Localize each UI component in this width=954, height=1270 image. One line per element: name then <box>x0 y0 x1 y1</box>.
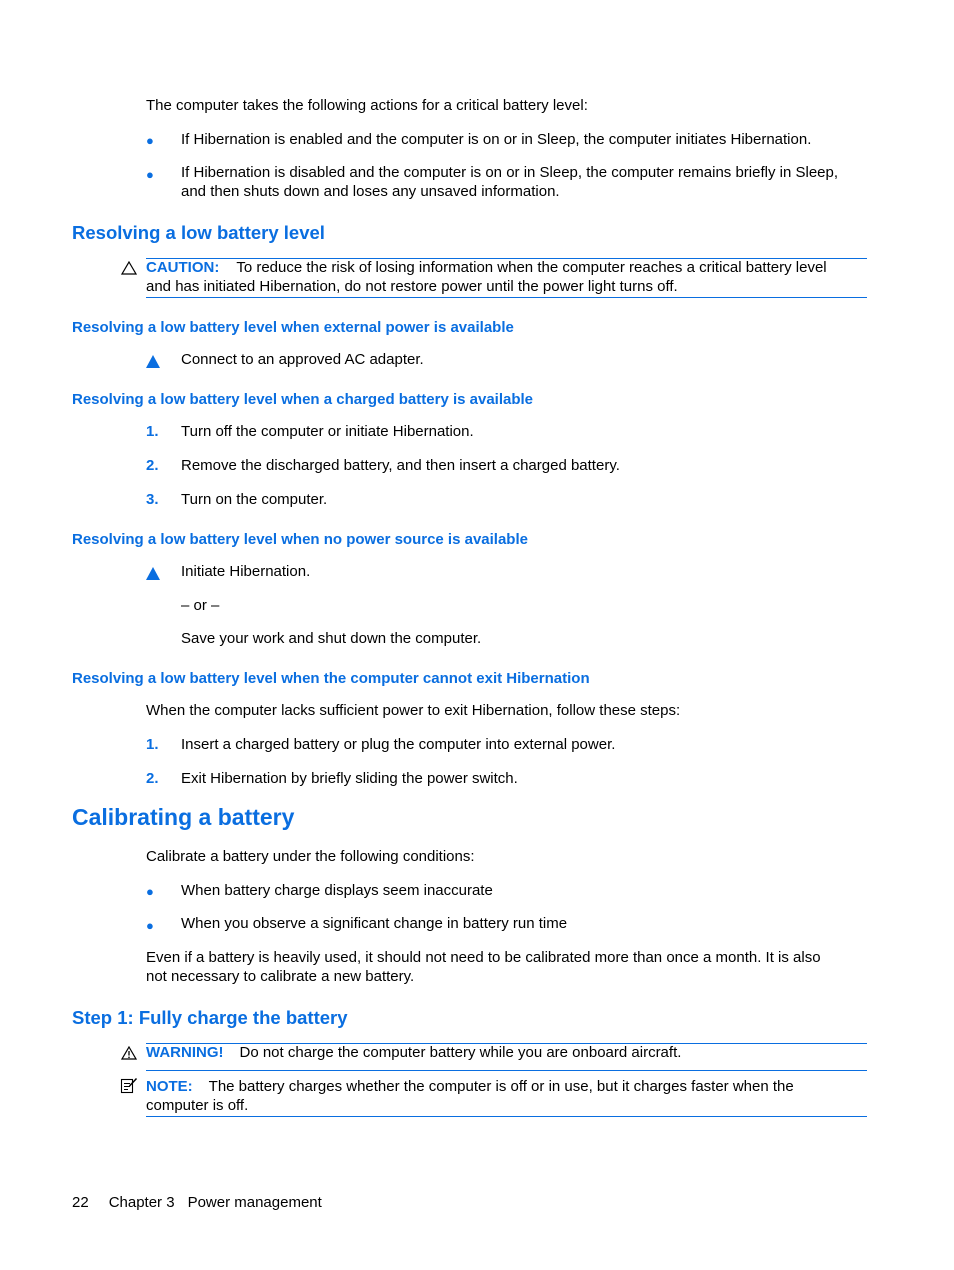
subsection-heading: Resolving a low battery level when external power is available <box>72 319 514 336</box>
note-bottom-rule <box>146 1116 867 1117</box>
step-text: Turn off the computer or initiate Hibernation. <box>181 423 474 440</box>
note-icon <box>120 1077 138 1095</box>
caution-bottom-rule <box>146 297 867 298</box>
step-number: 1. <box>146 423 159 440</box>
section-heading-main: Calibrating a battery <box>72 804 295 830</box>
list-item: When you observe a significant change in battery run time <box>181 915 568 932</box>
step-text: Remove the discharged battery, and then insert a charged battery. <box>181 457 620 474</box>
intro-text: The computer takes the following actions for a critical battery level: <box>146 97 588 114</box>
caution-icon <box>121 261 137 275</box>
step-triangle-icon <box>146 567 160 580</box>
step-number: 1. <box>146 736 159 753</box>
step-number: 3. <box>146 491 159 508</box>
or-separator: – or – <box>181 597 220 614</box>
step-text: Insert a charged battery or plug the computer into external power. <box>181 736 616 753</box>
paragraph: Even if a battery is heavily used, it should not need to be calibrated more than once a month. It is also <box>146 949 821 966</box>
caution-text: To reduce the risk of losing information when the computer reaches a critical battery level <box>236 259 827 276</box>
paragraph-continuation: not necessary to calibrate a new battery. <box>146 968 415 985</box>
note-text-line2: computer is off. <box>146 1097 249 1114</box>
note-block <box>146 1077 794 1096</box>
warning-block <box>146 1043 681 1062</box>
caution-label: CAUTION: <box>146 259 220 276</box>
step-text: Turn on the computer. <box>181 491 328 508</box>
list-item: When battery charge displays seem inaccurate <box>181 882 493 899</box>
list-item-continuation: and then shuts down and loses any unsaved information. <box>181 183 560 200</box>
bullet-icon: ● <box>146 918 154 933</box>
warning-icon <box>121 1046 137 1060</box>
page-footer <box>72 1193 322 1212</box>
chapter-title: Power management <box>187 1194 322 1211</box>
warning-text: Do not charge the computer battery while you are onboard aircraft. <box>239 1044 682 1061</box>
section-heading: Resolving a low battery level <box>72 222 325 243</box>
bullet-icon: ● <box>146 133 154 148</box>
step-number: 2. <box>146 457 159 474</box>
list-item: If Hibernation is enabled and the computer is on or in Sleep, the computer initiates Hibernation. <box>181 131 812 148</box>
step-number: 2. <box>146 770 159 787</box>
note-top-rule <box>146 1070 867 1071</box>
subsection-heading: Resolving a low battery level when no power source is available <box>72 531 528 548</box>
chapter-label: Chapter 3 <box>108 1194 175 1211</box>
paragraph: When the computer lacks sufficient power to exit Hibernation, follow these steps: <box>146 702 681 719</box>
page-number: 22 <box>72 1194 89 1211</box>
caution-text-line2: and has initiated Hibernation, do not restore power until the power light turns off. <box>146 278 678 295</box>
list-item: If Hibernation is disabled and the computer is on or in Sleep, the computer remains briefly in Sleep, <box>181 164 839 181</box>
note-text: The battery charges whether the computer is off or in use, but it charges faster when the <box>208 1078 794 1095</box>
step-triangle-icon <box>146 355 160 368</box>
subsection-heading: Resolving a low battery level when the computer cannot exit Hibernation <box>72 670 590 687</box>
caution-block <box>146 258 827 277</box>
step-text-alternative: Save your work and shut down the computer. <box>181 630 482 647</box>
subsection-heading: Resolving a low battery level when a charged battery is available <box>72 391 534 408</box>
section-heading: Step 1: Fully charge the battery <box>72 1007 348 1028</box>
note-label: NOTE: <box>146 1078 193 1095</box>
warning-label: WARNING! <box>146 1044 224 1061</box>
bullet-icon: ● <box>146 167 154 182</box>
paragraph: Calibrate a battery under the following conditions: <box>146 848 475 865</box>
bullet-icon: ● <box>146 884 154 899</box>
step-text: Initiate Hibernation. <box>181 563 311 580</box>
step-text: Exit Hibernation by briefly sliding the power switch. <box>181 770 518 787</box>
step-text: Connect to an approved AC adapter. <box>181 351 424 368</box>
